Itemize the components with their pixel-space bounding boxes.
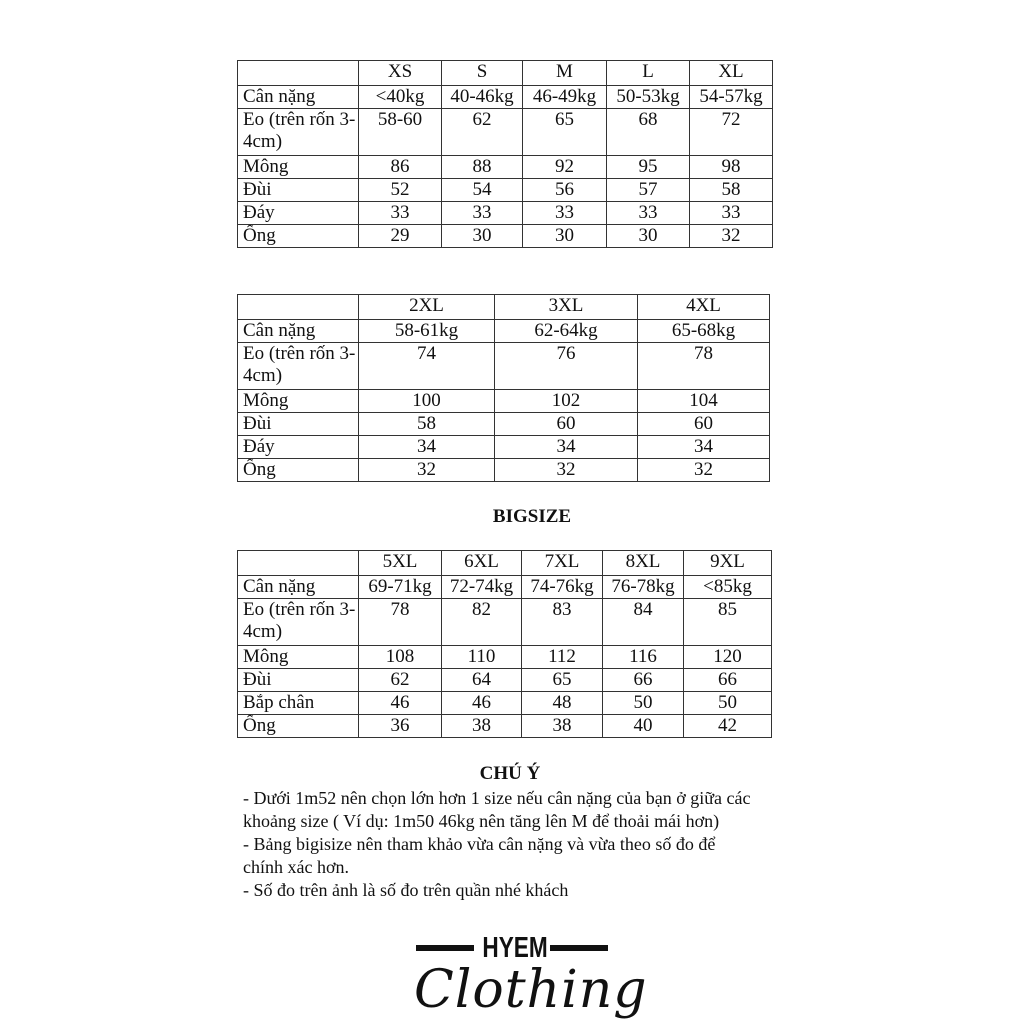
measurement-cell: 82	[442, 599, 522, 646]
size-header-cell: 5XL	[359, 551, 442, 576]
row-label-cell: Đùi	[238, 413, 359, 436]
measurement-cell: 29	[359, 225, 442, 248]
measurement-cell: 58	[690, 179, 773, 202]
measurement-cell: 50-53kg	[607, 86, 690, 109]
measurement-cell: 34	[359, 436, 495, 459]
measurement-cell: 98	[690, 156, 773, 179]
measurement-cell: 72-74kg	[442, 576, 522, 599]
measurement-cell: 62	[442, 109, 523, 156]
table-row	[238, 320, 770, 343]
table-row	[238, 156, 773, 179]
measurement-cell: 33	[442, 202, 523, 225]
measurement-cell: 33	[523, 202, 607, 225]
measurement-cell: 116	[603, 646, 684, 669]
row-label-cell: Cân nặng	[238, 86, 359, 109]
measurement-cell: 78	[359, 599, 442, 646]
header-corner-cell	[238, 551, 359, 576]
measurement-cell: 50	[684, 692, 772, 715]
measurement-cell: 65-68kg	[638, 320, 770, 343]
size-header-cell: 7XL	[522, 551, 603, 576]
measurement-cell: 83	[522, 599, 603, 646]
measurement-cell: 74	[359, 343, 495, 390]
table-row	[238, 669, 772, 692]
row-label-cell: Đùi	[238, 179, 359, 202]
measurement-cell: 38	[442, 715, 522, 738]
measurement-cell: 32	[638, 459, 770, 482]
measurement-cell: 104	[638, 390, 770, 413]
row-label-cell: Mông	[238, 390, 359, 413]
measurement-cell: 32	[690, 225, 773, 248]
measurement-cell: 58-61kg	[359, 320, 495, 343]
header-corner-cell	[238, 295, 359, 320]
table-row	[238, 413, 770, 436]
bigsize-heading: BIGSIZE	[492, 506, 572, 527]
measurement-cell: 74-76kg	[522, 576, 603, 599]
row-label-cell: Ống	[238, 715, 359, 738]
measurement-cell: 57	[607, 179, 690, 202]
measurement-cell: 64	[442, 669, 522, 692]
measurement-cell: 58	[359, 413, 495, 436]
measurement-cell: 120	[684, 646, 772, 669]
measurement-cell: 72	[690, 109, 773, 156]
measurement-cell: 100	[359, 390, 495, 413]
measurement-cell: 110	[442, 646, 522, 669]
measurement-cell: 54	[442, 179, 523, 202]
row-label-cell: Eo (trên rốn 3-4cm)	[238, 109, 359, 156]
measurement-cell: 66	[603, 669, 684, 692]
measurement-cell: 33	[359, 202, 442, 225]
size-header-cell: 2XL	[359, 295, 495, 320]
size-header-cell: XL	[690, 61, 773, 86]
measurement-cell: 78	[638, 343, 770, 390]
measurement-cell: 65	[522, 669, 603, 692]
measurement-cell: 62	[359, 669, 442, 692]
size-header-cell: M	[523, 61, 607, 86]
measurement-cell: 48	[522, 692, 603, 715]
measurement-cell: 86	[359, 156, 442, 179]
measurement-cell: 95	[607, 156, 690, 179]
measurement-cell: 102	[495, 390, 638, 413]
measurement-cell: 92	[523, 156, 607, 179]
measurement-cell: 33	[607, 202, 690, 225]
measurement-cell: 30	[523, 225, 607, 248]
logo-bar-left	[416, 945, 474, 951]
measurement-cell: 65	[523, 109, 607, 156]
table-row	[238, 715, 772, 738]
logo-bar-right	[550, 945, 608, 951]
measurement-cell: 46	[442, 692, 522, 715]
table-row	[238, 692, 772, 715]
size-header-cell: 8XL	[603, 551, 684, 576]
row-label-cell: Eo (trên rốn 3-4cm)	[238, 343, 359, 390]
table-row	[238, 179, 773, 202]
measurement-cell: 108	[359, 646, 442, 669]
logo-script-text: Clothing	[414, 960, 648, 1020]
row-label-cell: Ống	[238, 459, 359, 482]
size-header-cell: XS	[359, 61, 442, 86]
size-table-standard	[237, 60, 773, 248]
size-header-cell: 4XL	[638, 295, 770, 320]
note-line: - Bảng bigisize nên tham khảo vừa cân nặng và vừa theo số đo để	[243, 834, 716, 854]
measurement-cell: 30	[607, 225, 690, 248]
measurement-cell: 85	[684, 599, 772, 646]
measurement-cell: 60	[495, 413, 638, 436]
size-header-cell: L	[607, 61, 690, 86]
table-row	[238, 599, 772, 646]
measurement-cell: 36	[359, 715, 442, 738]
brand-logo	[414, 930, 648, 1020]
row-label-cell: Đáy	[238, 202, 359, 225]
measurement-cell: 66	[684, 669, 772, 692]
row-label-cell: Mông	[238, 646, 359, 669]
note-line: chính xác hơn.	[243, 857, 349, 877]
table-row	[238, 646, 772, 669]
measurement-cell: 68	[607, 109, 690, 156]
measurement-cell: 32	[359, 459, 495, 482]
notes-heading: CHÚ Ý	[479, 763, 541, 784]
table-row	[238, 459, 770, 482]
row-label-cell: Ống	[238, 225, 359, 248]
row-label-cell: Cân nặng	[238, 320, 359, 343]
table-row	[238, 202, 773, 225]
measurement-cell: <40kg	[359, 86, 442, 109]
measurement-cell: 56	[523, 179, 607, 202]
measurement-cell: 76	[495, 343, 638, 390]
measurement-cell: 30	[442, 225, 523, 248]
size-table-body	[238, 551, 772, 738]
measurement-cell: <85kg	[684, 576, 772, 599]
row-label-cell: Đáy	[238, 436, 359, 459]
size-table-body	[238, 61, 773, 248]
row-label-cell: Mông	[238, 156, 359, 179]
table-row	[238, 436, 770, 459]
measurement-cell: 42	[684, 715, 772, 738]
table-row	[238, 390, 770, 413]
note-line: - Dưới 1m52 nên chọn lớn hơn 1 size nếu cân nặng của bạn ở giữa các	[243, 788, 751, 808]
measurement-cell: 46-49kg	[523, 86, 607, 109]
header-row	[238, 61, 773, 86]
measurement-cell: 58-60	[359, 109, 442, 156]
measurement-cell: 34	[638, 436, 770, 459]
measurement-cell: 52	[359, 179, 442, 202]
measurement-cell: 46	[359, 692, 442, 715]
size-table-bigsize	[237, 550, 772, 738]
header-row	[238, 295, 770, 320]
row-label-cell: Bắp chân	[238, 692, 359, 715]
note-line: khoảng size ( Ví dụ: 1m50 46kg nên tăng lên M để thoải mái hơn)	[243, 811, 720, 831]
measurement-cell: 34	[495, 436, 638, 459]
row-label-cell: Cân nặng	[238, 576, 359, 599]
size-table-plus	[237, 294, 770, 482]
measurement-cell: 69-71kg	[359, 576, 442, 599]
notes-block	[243, 787, 803, 902]
measurement-cell: 54-57kg	[690, 86, 773, 109]
table-row	[238, 109, 773, 156]
header-row	[238, 551, 772, 576]
table-row	[238, 576, 772, 599]
size-header-cell: S	[442, 61, 523, 86]
measurement-cell: 84	[603, 599, 684, 646]
measurement-cell: 38	[522, 715, 603, 738]
table-row	[238, 343, 770, 390]
measurement-cell: 76-78kg	[603, 576, 684, 599]
measurement-cell: 50	[603, 692, 684, 715]
size-header-cell: 9XL	[684, 551, 772, 576]
logo-brand-text: HYEM	[482, 932, 548, 964]
measurement-cell: 62-64kg	[495, 320, 638, 343]
header-corner-cell	[238, 61, 359, 86]
table-row	[238, 86, 773, 109]
measurement-cell: 33	[690, 202, 773, 225]
table-row	[238, 225, 773, 248]
row-label-cell: Eo (trên rốn 3-4cm)	[238, 599, 359, 646]
size-table-body	[238, 295, 770, 482]
measurement-cell: 32	[495, 459, 638, 482]
measurement-cell: 88	[442, 156, 523, 179]
size-header-cell: 6XL	[442, 551, 522, 576]
note-line: - Số đo trên ảnh là số đo trên quần nhé khách	[243, 880, 569, 900]
measurement-cell: 112	[522, 646, 603, 669]
measurement-cell: 40-46kg	[442, 86, 523, 109]
row-label-cell: Đùi	[238, 669, 359, 692]
measurement-cell: 40	[603, 715, 684, 738]
measurement-cell: 60	[638, 413, 770, 436]
size-header-cell: 3XL	[495, 295, 638, 320]
